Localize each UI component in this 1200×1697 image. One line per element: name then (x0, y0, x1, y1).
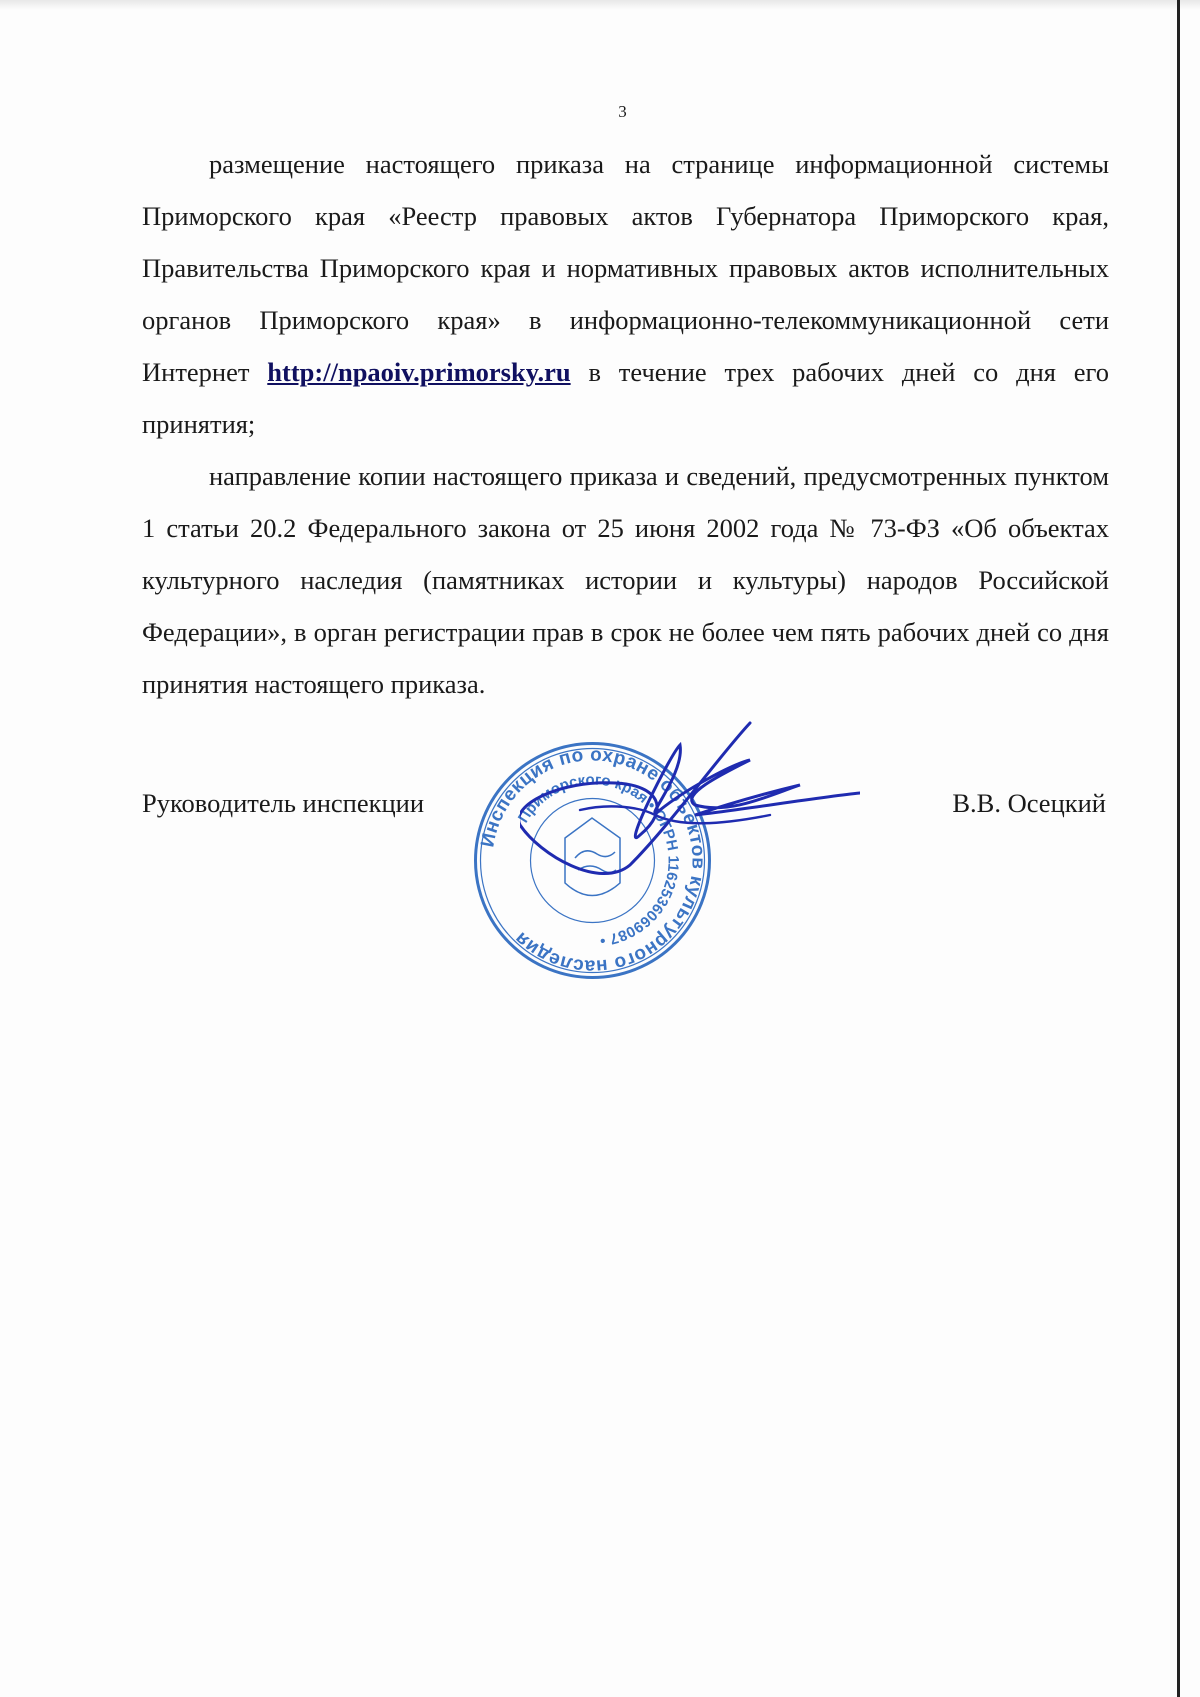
paragraph-publication (142, 138, 1109, 450)
document-body (142, 138, 1109, 710)
page-number: 3 (618, 102, 627, 121)
signer-name: В.В. Осецкий (952, 788, 1106, 818)
paragraph-registration: направление копии настоящего приказа и сведений, предусмотренных пунктом 1 статьи 20.2 Федерального закона от 25 июня 2002 года № 73-ФЗ «Об объектах культурного наследия (памятниках истории и культуры) народов Российской Федерации», в орган регистрации прав в срок не более чем пять рабочих дней со дня принятия настоящего приказа. (142, 461, 1109, 699)
handwritten-signature (520, 715, 860, 955)
paragraph-text: размещение настоящего приказа на странице информационной системы Приморского края «Реестр правовых актов Губернатора Приморского края, Правительства Приморского края и нормативных правовых актов исполнительных органов Приморского края» в информационно-телекоммуникационной сети Интернет (142, 149, 1109, 387)
paragraph-text: в течение трех рабочих дней со дня его принятия; (142, 357, 1110, 439)
seal-outer-text: Инспекция по охране объектов культурного наследия (477, 744, 709, 977)
registry-link[interactable]: http://npaoiv.primorsky.ru (267, 357, 571, 387)
scan-edge-right (1177, 0, 1180, 1697)
scan-edge-top (0, 0, 1200, 10)
signer-title: Руководитель инспекции (142, 788, 425, 818)
seal-inner-text: Приморского края • ОГРН 1162536069087 • (514, 771, 682, 950)
